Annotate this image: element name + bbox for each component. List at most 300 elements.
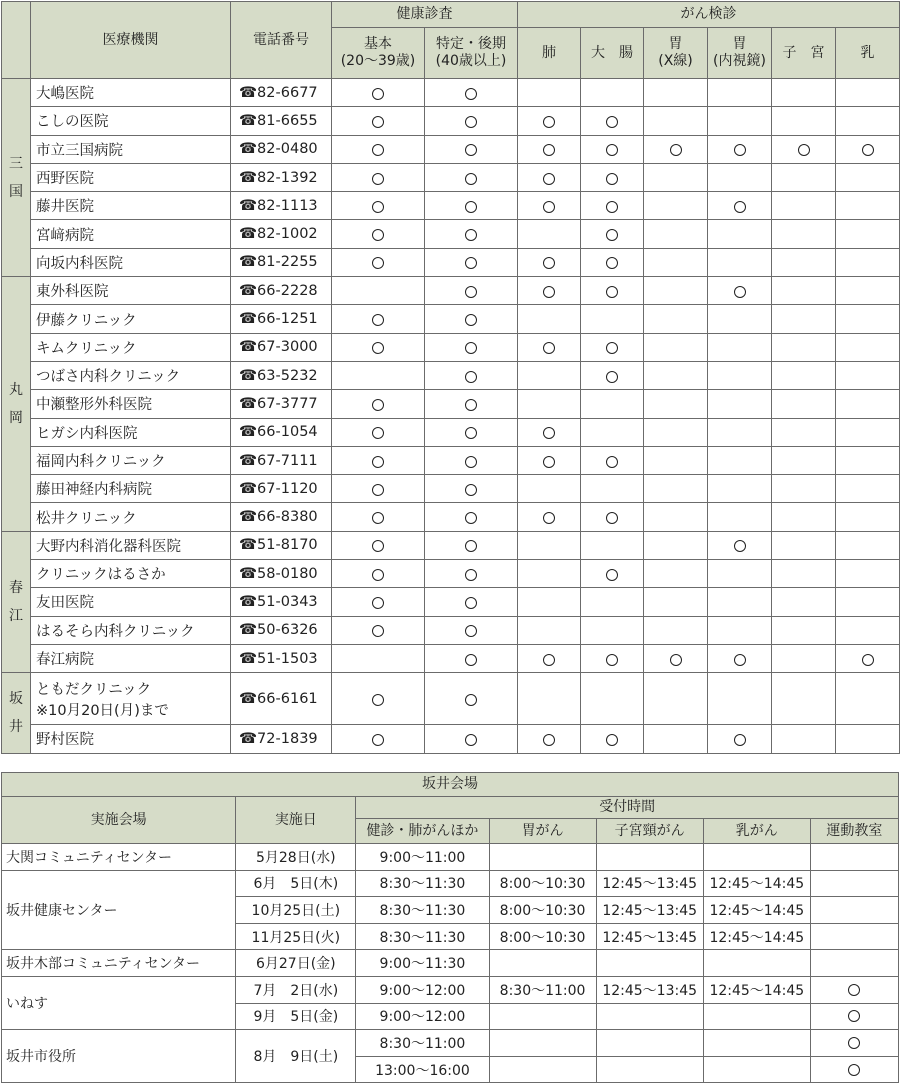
specific-sub-label: (40歳以上) [435, 53, 507, 69]
service-cell [836, 333, 900, 361]
area-label [2, 277, 31, 532]
clinic-phone: ☎63-5232 [231, 361, 332, 389]
service-cell [708, 644, 772, 672]
service-cell [581, 220, 644, 248]
service-cell [425, 192, 518, 220]
available-circle-icon [465, 116, 477, 128]
available-circle-icon [848, 984, 860, 996]
clinic-name-cell [31, 333, 231, 361]
service-cell [644, 531, 708, 559]
colon-header: 大 腸 [581, 28, 644, 79]
available-circle-icon [543, 201, 555, 213]
service-cell [708, 333, 772, 361]
service-cell [425, 616, 518, 644]
service-cell [425, 725, 518, 753]
available-circle-icon [465, 654, 477, 666]
venue-date: 7月 2日(水) [236, 976, 356, 1003]
clinic-row [2, 503, 900, 531]
service-cell [772, 277, 836, 305]
clinic-row [2, 588, 900, 616]
clinic-note: ※10月20日(月)まで [36, 702, 169, 719]
available-circle-icon [465, 314, 477, 326]
service-cell [332, 725, 425, 753]
clinic-name: ともだクリニック [36, 681, 152, 698]
clinic-phone: ☎67-3000 [231, 333, 332, 361]
service-cell [644, 135, 708, 163]
service-cell [644, 361, 708, 389]
service-cell [425, 418, 518, 446]
clinic-row [2, 248, 900, 276]
clinic-name-cell [31, 673, 231, 725]
service-cell [772, 673, 836, 725]
available-circle-icon [372, 88, 384, 100]
available-circle-icon [543, 173, 555, 185]
service-cell [772, 305, 836, 333]
service-cell [772, 107, 836, 135]
venue-date: 9月 5日(金) [236, 1003, 356, 1030]
cancer-screening-header: がん検診 [518, 2, 900, 28]
clinic-phone: ☎66-1251 [231, 305, 332, 333]
service-cell [836, 305, 900, 333]
service-cell [772, 588, 836, 616]
service-cell [332, 475, 425, 503]
stomach-endoscope-sub-label: (内視鏡) [713, 53, 766, 69]
available-circle-icon [734, 201, 746, 213]
available-circle-icon [606, 512, 618, 524]
available-circle-icon [372, 694, 384, 706]
clinic-phone: ☎82-1113 [231, 192, 332, 220]
area-name: 坂井 [9, 690, 23, 735]
reception-time-stomach [489, 1003, 596, 1030]
available-circle-icon [543, 456, 555, 468]
clinic-name: 藤田神経内科病院 [36, 482, 152, 499]
service-cell [581, 107, 644, 135]
reception-time-cervical: 12:45～13:45 [596, 870, 703, 897]
reception-header: 受付時間 [356, 797, 899, 819]
available-circle-icon [465, 456, 477, 468]
stomach-xray-sub-label: (X線) [658, 53, 693, 69]
clinic-row [2, 673, 900, 725]
available-circle-icon [372, 116, 384, 128]
reception-time-breast [703, 1030, 810, 1057]
available-circle-icon [465, 144, 477, 156]
clinic-row [2, 79, 900, 107]
breast-header: 乳 [836, 28, 900, 79]
service-cell [332, 305, 425, 333]
reception-time-breast [703, 844, 810, 871]
service-cell [425, 531, 518, 559]
service-cell [425, 305, 518, 333]
exercise-cell [810, 897, 898, 924]
reception-time-breast: 12:45～14:45 [703, 976, 810, 1003]
breast-cancer-header: 乳がん [703, 819, 810, 844]
service-cell [708, 135, 772, 163]
service-cell [772, 361, 836, 389]
service-cell [772, 135, 836, 163]
clinic-row [2, 616, 900, 644]
area-label [2, 79, 31, 277]
service-cell [581, 163, 644, 191]
service-cell [518, 135, 581, 163]
stomach-endoscope-label: 胃 [732, 36, 747, 52]
venue-table-title: 坂井会場 [2, 773, 899, 797]
service-cell [644, 333, 708, 361]
available-circle-icon [734, 654, 746, 666]
clinic-name-cell [31, 163, 231, 191]
clinic-name-cell [31, 644, 231, 672]
clinic-name: 野村医院 [36, 732, 94, 749]
venue-name: 大関コミュニティセンター [2, 844, 236, 871]
service-cell [772, 475, 836, 503]
service-cell [425, 220, 518, 248]
service-cell [425, 135, 518, 163]
service-cell [836, 107, 900, 135]
service-cell [518, 107, 581, 135]
clinic-row [2, 107, 900, 135]
service-cell [772, 531, 836, 559]
clinic-phone: ☎67-7111 [231, 446, 332, 474]
exercise-cell [810, 1030, 898, 1057]
venue-date: 6月 5日(木) [236, 870, 356, 897]
service-cell [836, 616, 900, 644]
available-circle-icon [465, 201, 477, 213]
clinic-row [2, 277, 900, 305]
clinic-phone: ☎82-1392 [231, 163, 332, 191]
venue-row [2, 976, 899, 1003]
service-cell [332, 333, 425, 361]
available-circle-icon [465, 569, 477, 581]
service-cell [644, 446, 708, 474]
available-circle-icon [372, 456, 384, 468]
service-cell [425, 673, 518, 725]
venue-date: 10月25日(土) [236, 897, 356, 924]
available-circle-icon [543, 116, 555, 128]
available-circle-icon [372, 597, 384, 609]
service-cell [708, 361, 772, 389]
reception-time-general: 9:00～12:00 [356, 1003, 489, 1030]
service-cell [644, 588, 708, 616]
available-circle-icon [372, 625, 384, 637]
service-cell [708, 390, 772, 418]
reception-time-cervical [596, 844, 703, 871]
clinic-name: 松井クリニック [36, 510, 137, 527]
clinic-row [2, 305, 900, 333]
clinic-name: 伊藤クリニック [36, 312, 137, 329]
clinic-phone: ☎82-6677 [231, 79, 332, 107]
stomach-endoscope-header [708, 28, 772, 79]
clinic-phone: ☎81-6655 [231, 107, 332, 135]
service-cell [332, 418, 425, 446]
available-circle-icon [543, 342, 555, 354]
service-cell [836, 135, 900, 163]
available-circle-icon [465, 625, 477, 637]
service-cell [332, 446, 425, 474]
clinic-name: 市立三国病院 [36, 142, 123, 159]
available-circle-icon [465, 342, 477, 354]
clinic-row [2, 192, 900, 220]
clinic-name-cell [31, 588, 231, 616]
service-cell [581, 644, 644, 672]
service-cell [644, 305, 708, 333]
health-checkup-header: 健康診査 [332, 2, 518, 28]
available-circle-icon [372, 229, 384, 241]
service-cell [581, 475, 644, 503]
clinic-name-cell [31, 248, 231, 276]
service-cell [332, 673, 425, 725]
reception-time-cervical [596, 1056, 703, 1083]
clinic-name: 福岡内科クリニック [36, 454, 166, 470]
exercise-cell [810, 923, 898, 950]
service-cell [581, 248, 644, 276]
lung-header: 肺 [518, 28, 581, 79]
service-cell [518, 560, 581, 588]
available-circle-icon [734, 144, 746, 156]
venue-date: 6月27日(金) [236, 950, 356, 977]
available-circle-icon [465, 257, 477, 269]
area-label [2, 531, 31, 672]
available-circle-icon [543, 427, 555, 439]
venue-row [2, 844, 899, 871]
reception-time-stomach [489, 844, 596, 871]
service-cell [581, 305, 644, 333]
clinic-row [2, 418, 900, 446]
available-circle-icon [606, 371, 618, 383]
service-cell [425, 503, 518, 531]
clinic-row [2, 725, 900, 753]
service-cell [425, 475, 518, 503]
exercise-cell [810, 844, 898, 871]
available-circle-icon [372, 173, 384, 185]
clinic-row [2, 531, 900, 559]
clinic-name-cell [31, 305, 231, 333]
clinic-table [1, 1, 900, 754]
reception-time-breast [703, 1003, 810, 1030]
clinic-name: 向坂内科医院 [36, 255, 123, 272]
clinic-name: こしの医院 [36, 114, 109, 131]
service-cell [644, 248, 708, 276]
reception-time-cervical [596, 950, 703, 977]
service-cell [644, 79, 708, 107]
available-circle-icon [606, 734, 618, 746]
clinic-phone: ☎50-6326 [231, 616, 332, 644]
available-circle-icon [606, 286, 618, 298]
service-cell [708, 475, 772, 503]
clinic-name-cell [31, 418, 231, 446]
clinic-row [2, 333, 900, 361]
service-cell [708, 79, 772, 107]
date-header: 実施日 [236, 797, 356, 844]
service-cell [518, 418, 581, 446]
service-cell [581, 361, 644, 389]
service-cell [772, 163, 836, 191]
clinic-name-cell [31, 107, 231, 135]
service-cell [581, 560, 644, 588]
general-header: 健診・肺がんほか [356, 819, 489, 844]
reception-time-stomach: 8:00～10:30 [489, 923, 596, 950]
service-cell [425, 163, 518, 191]
venue-name: 坂井市役所 [2, 1030, 236, 1083]
clinic-phone: ☎51-1503 [231, 644, 332, 672]
clinic-row [2, 135, 900, 163]
service-cell [332, 588, 425, 616]
service-cell [836, 277, 900, 305]
reception-time-breast: 12:45～14:45 [703, 897, 810, 924]
service-cell [772, 192, 836, 220]
reception-time-cervical [596, 1003, 703, 1030]
cervical-header: 子宮頸がん [596, 819, 703, 844]
clinic-name-cell [31, 560, 231, 588]
reception-time-stomach [489, 1030, 596, 1057]
service-cell [425, 644, 518, 672]
service-cell [836, 248, 900, 276]
reception-time-general: 8:30～11:30 [356, 923, 489, 950]
basic-header [332, 28, 425, 79]
service-cell [708, 192, 772, 220]
service-cell [772, 333, 836, 361]
reception-time-stomach [489, 1056, 596, 1083]
clinic-phone: ☎51-0343 [231, 588, 332, 616]
service-cell [772, 390, 836, 418]
available-circle-icon [606, 342, 618, 354]
service-cell [518, 644, 581, 672]
exercise-header: 運動教室 [810, 819, 898, 844]
clinic-row [2, 220, 900, 248]
service-cell [836, 588, 900, 616]
service-cell [581, 503, 644, 531]
clinic-name-cell [31, 192, 231, 220]
service-cell [332, 79, 425, 107]
service-cell [425, 560, 518, 588]
service-cell [332, 644, 425, 672]
available-circle-icon [372, 314, 384, 326]
service-cell [518, 446, 581, 474]
available-circle-icon [465, 286, 477, 298]
service-cell [644, 475, 708, 503]
available-circle-icon [372, 399, 384, 411]
service-cell [332, 135, 425, 163]
service-cell [644, 418, 708, 446]
clinic-name-cell [31, 531, 231, 559]
service-cell [425, 361, 518, 389]
service-cell [425, 446, 518, 474]
venue-name: 坂井健康センター [2, 870, 236, 950]
clinic-name: 大野内科消化器科医院 [36, 538, 181, 555]
service-cell [581, 192, 644, 220]
clinic-name-cell [31, 277, 231, 305]
service-cell [581, 673, 644, 725]
clinic-phone: ☎81-2255 [231, 248, 332, 276]
service-cell [772, 248, 836, 276]
available-circle-icon [372, 540, 384, 552]
available-circle-icon [734, 540, 746, 552]
service-cell [581, 616, 644, 644]
available-circle-icon [372, 427, 384, 439]
area-name: 春江 [9, 579, 23, 624]
service-cell [644, 192, 708, 220]
service-cell [708, 503, 772, 531]
basic-label: 基本 [364, 36, 392, 52]
available-circle-icon [372, 201, 384, 213]
service-cell [332, 248, 425, 276]
service-cell [708, 248, 772, 276]
service-cell [836, 163, 900, 191]
venue-date: 5月28日(水) [236, 844, 356, 871]
clinic-name-cell [31, 79, 231, 107]
area-header-blank [2, 2, 31, 79]
service-cell [332, 220, 425, 248]
service-cell [332, 361, 425, 389]
available-circle-icon [465, 694, 477, 706]
clinic-row [2, 560, 900, 588]
available-circle-icon [543, 512, 555, 524]
specific-header [425, 28, 518, 79]
available-circle-icon [606, 569, 618, 581]
clinic-phone: ☎82-1002 [231, 220, 332, 248]
reception-time-stomach: 8:00～10:30 [489, 897, 596, 924]
available-circle-icon [543, 257, 555, 269]
service-cell [644, 503, 708, 531]
available-circle-icon [372, 569, 384, 581]
available-circle-icon [465, 399, 477, 411]
service-cell [772, 79, 836, 107]
available-circle-icon [372, 144, 384, 156]
clinic-row [2, 475, 900, 503]
service-cell [518, 220, 581, 248]
service-cell [644, 560, 708, 588]
available-circle-icon [606, 173, 618, 185]
clinic-name: 西野医院 [36, 171, 94, 188]
phone-header: 電話番号 [231, 2, 332, 79]
service-cell [836, 79, 900, 107]
reception-time-general: 9:00～12:00 [356, 976, 489, 1003]
service-cell [644, 673, 708, 725]
venue-header: 実施会場 [2, 797, 236, 844]
clinic-name: 宮﨑病院 [36, 227, 94, 244]
clinic-name: ヒガシ内科医院 [36, 425, 138, 442]
service-cell [425, 588, 518, 616]
service-cell [581, 390, 644, 418]
service-cell [836, 220, 900, 248]
service-cell [708, 446, 772, 474]
available-circle-icon [848, 1010, 860, 1022]
service-cell [644, 616, 708, 644]
available-circle-icon [465, 512, 477, 524]
clinic-row [2, 644, 900, 672]
service-cell [425, 107, 518, 135]
available-circle-icon [372, 342, 384, 354]
service-cell [581, 79, 644, 107]
basic-sub-label: (20～39歳) [340, 53, 416, 69]
service-cell [772, 644, 836, 672]
available-circle-icon [465, 173, 477, 185]
available-circle-icon [606, 116, 618, 128]
clinic-name: はるそら内科クリニック [36, 623, 195, 640]
reception-time-general: 9:00～11:00 [356, 844, 489, 871]
service-cell [518, 616, 581, 644]
service-cell [644, 220, 708, 248]
clinic-name: 大嶋医院 [36, 86, 94, 103]
venue-date: 8月 9日(土) [236, 1030, 356, 1083]
clinic-name: 友田医院 [36, 595, 94, 612]
reception-time-cervical: 12:45～13:45 [596, 923, 703, 950]
reception-time-breast [703, 950, 810, 977]
service-cell [581, 277, 644, 305]
service-cell [425, 333, 518, 361]
clinic-phone: ☎51-8170 [231, 531, 332, 559]
reception-time-breast: 12:45～14:45 [703, 923, 810, 950]
available-circle-icon [848, 1064, 860, 1076]
available-circle-icon [372, 257, 384, 269]
